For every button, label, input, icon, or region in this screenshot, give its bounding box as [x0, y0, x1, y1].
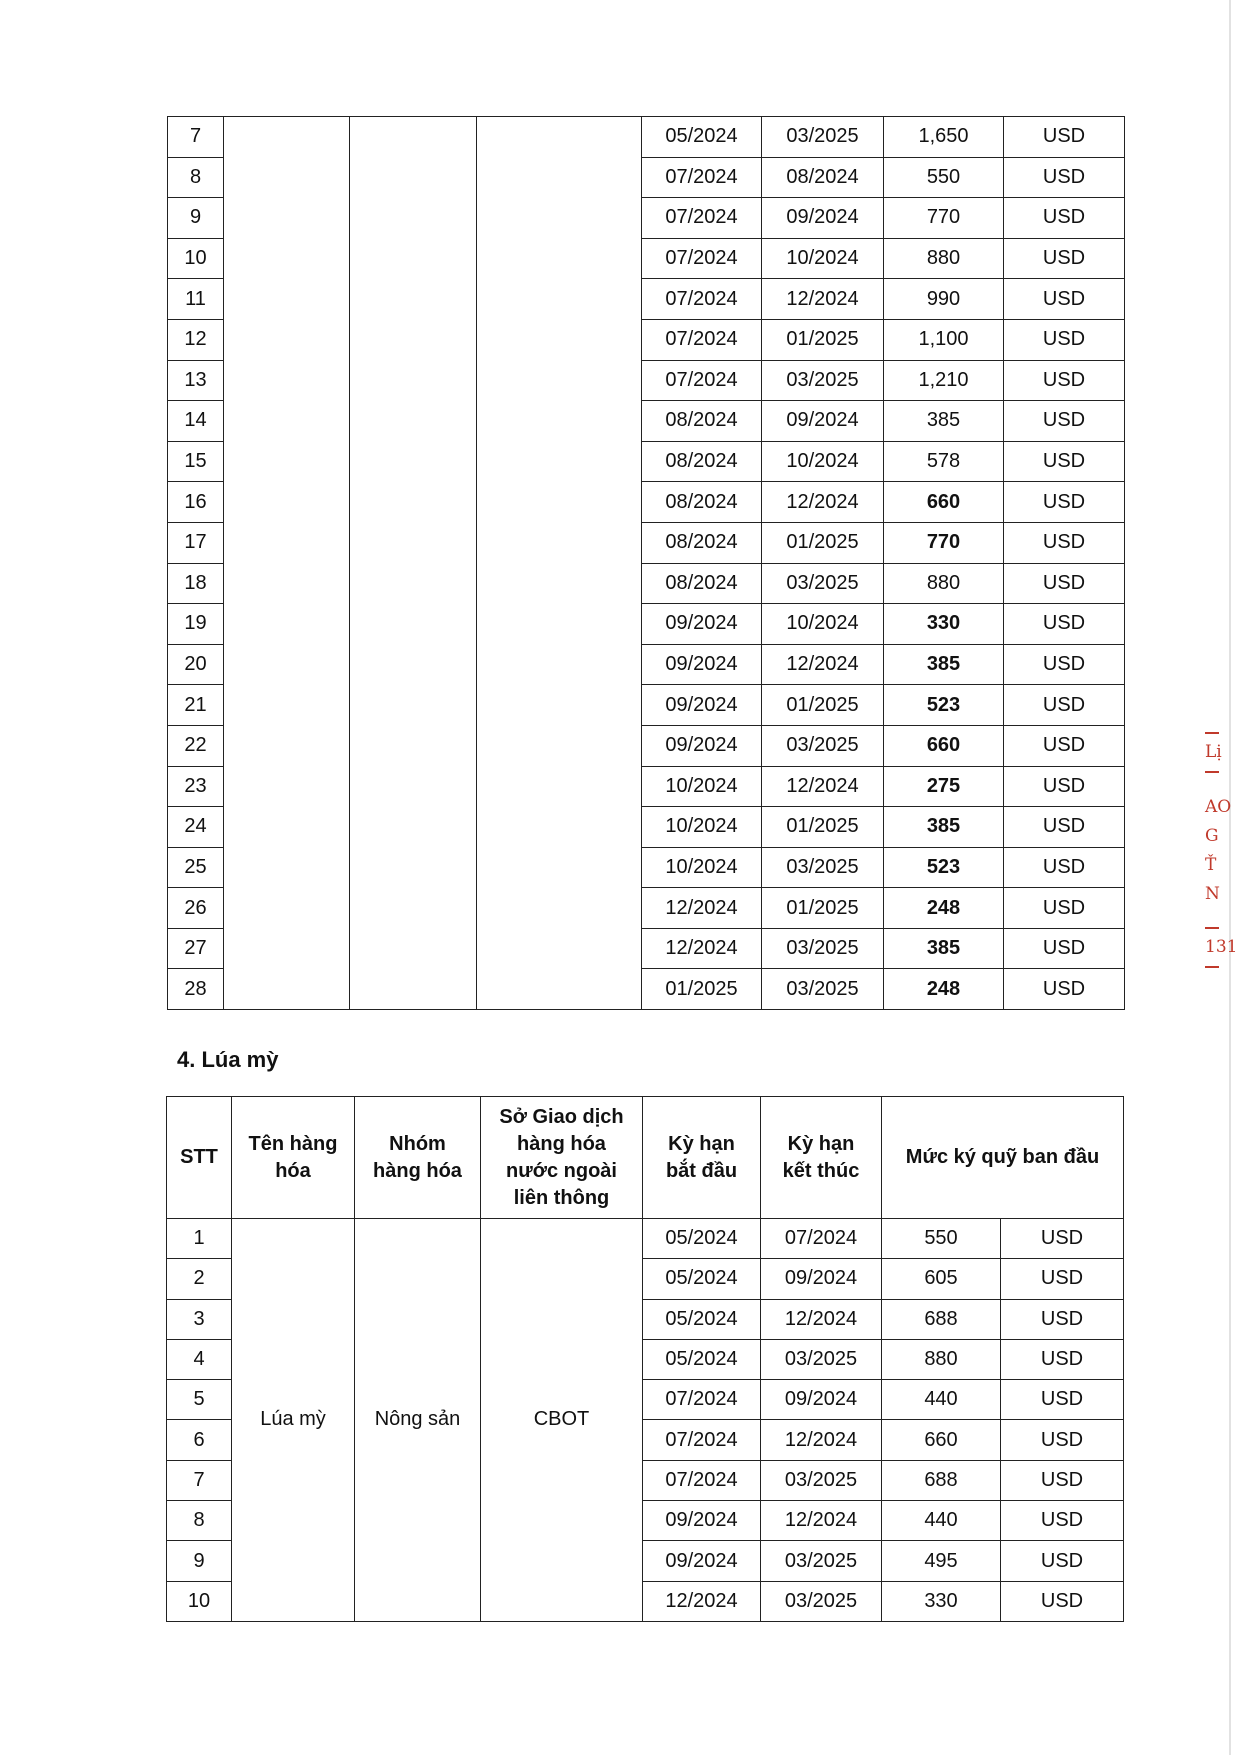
margin-amount-cell: 550: [884, 157, 1004, 198]
stamp-text: G: [1205, 826, 1219, 846]
margin-amount-cell: 880: [884, 563, 1004, 604]
currency-cell: USD: [1001, 1259, 1124, 1299]
start-term-cell: 07/2024: [642, 279, 762, 320]
end-term-cell: 03/2025: [762, 117, 884, 158]
end-term-cell: 12/2024: [762, 279, 884, 320]
end-term-cell: 10/2024: [762, 238, 884, 279]
margin-amount-cell: 385: [884, 928, 1004, 969]
currency-cell: USD: [1001, 1460, 1124, 1500]
header-text: nước ngoài: [506, 1159, 617, 1182]
start-term-cell: 12/2024: [642, 928, 762, 969]
stt-cell: 4: [167, 1339, 232, 1379]
margin-amount-cell: 330: [882, 1581, 1001, 1621]
header-initial-margin: Mức ký quỹ ban đầu: [882, 1097, 1124, 1219]
end-term-cell: 12/2024: [762, 482, 884, 523]
currency-cell: USD: [1004, 807, 1125, 848]
margin-table-continued: [167, 116, 1125, 1010]
commodity-group-cell: [350, 117, 477, 1010]
stt-cell: 13: [168, 360, 224, 401]
stt-cell: 25: [168, 847, 224, 888]
margin-amount-cell: 1,210: [884, 360, 1004, 401]
stt-cell: 7: [167, 1460, 232, 1500]
stt-cell: 11: [168, 279, 224, 320]
header-text: Kỳ hạn: [668, 1132, 735, 1155]
start-term-cell: 05/2024: [643, 1219, 761, 1259]
stt-cell: 7: [168, 117, 224, 158]
commodity-name-cell: [224, 117, 350, 1010]
margin-amount-cell: 880: [884, 238, 1004, 279]
header-end-term: [761, 1097, 882, 1219]
currency-cell: USD: [1004, 766, 1125, 807]
header-text: bắt đầu: [665, 1159, 738, 1182]
start-term-cell: 01/2025: [642, 969, 762, 1010]
margin-amount-cell: 660: [882, 1420, 1001, 1460]
end-term-cell: 03/2025: [762, 928, 884, 969]
header-exchange: [481, 1097, 643, 1219]
currency-cell: USD: [1004, 644, 1125, 685]
currency-cell: USD: [1004, 360, 1125, 401]
end-term-cell: 10/2024: [762, 604, 884, 645]
currency-cell: USD: [1004, 157, 1125, 198]
header-text: Nhóm: [389, 1132, 446, 1155]
currency-cell: USD: [1004, 117, 1125, 158]
stt-cell: 26: [168, 888, 224, 929]
stt-cell: 17: [168, 522, 224, 563]
end-term-cell: 09/2024: [762, 198, 884, 239]
currency-cell: USD: [1001, 1380, 1124, 1420]
currency-cell: USD: [1001, 1581, 1124, 1621]
start-term-cell: 05/2024: [642, 117, 762, 158]
start-term-cell: 05/2024: [643, 1259, 761, 1299]
currency-cell: USD: [1004, 604, 1125, 645]
margin-amount-cell: 990: [884, 279, 1004, 320]
header-commodity-group: [355, 1097, 481, 1219]
margin-amount-cell: 495: [882, 1541, 1001, 1581]
red-stamp-fragment: [1205, 728, 1238, 972]
stt-cell: 3: [167, 1299, 232, 1339]
currency-cell: USD: [1004, 847, 1125, 888]
start-term-cell: 08/2024: [642, 401, 762, 442]
start-term-cell: 12/2024: [642, 888, 762, 929]
start-term-cell: 05/2024: [643, 1299, 761, 1339]
stt-cell: 9: [167, 1541, 232, 1581]
margin-amount-cell: 688: [882, 1299, 1001, 1339]
end-term-cell: 10/2024: [762, 441, 884, 482]
currency-cell: USD: [1004, 238, 1125, 279]
margin-amount-cell: 660: [884, 482, 1004, 523]
stt-cell: 21: [168, 685, 224, 726]
start-term-cell: 09/2024: [642, 725, 762, 766]
end-term-cell: 01/2025: [762, 807, 884, 848]
end-term-cell: 03/2025: [761, 1339, 882, 1379]
margin-amount-cell: 1,100: [884, 319, 1004, 360]
end-term-cell: 03/2025: [762, 847, 884, 888]
margin-amount-cell: 770: [884, 522, 1004, 563]
stt-cell: 18: [168, 563, 224, 604]
stt-cell: 10: [168, 238, 224, 279]
margin-amount-cell: 275: [884, 766, 1004, 807]
end-term-cell: 03/2025: [761, 1581, 882, 1621]
header-text: hóa: [275, 1159, 311, 1182]
end-term-cell: 12/2024: [762, 766, 884, 807]
currency-cell: USD: [1001, 1541, 1124, 1581]
header-commodity-name: [232, 1097, 355, 1219]
end-term-cell: 09/2024: [761, 1259, 882, 1299]
currency-cell: USD: [1004, 685, 1125, 726]
end-term-cell: 07/2024: [761, 1219, 882, 1259]
header-text: Sở Giao dịch: [499, 1105, 624, 1128]
margin-amount-cell: 578: [884, 441, 1004, 482]
stt-cell: 22: [168, 725, 224, 766]
end-term-cell: 09/2024: [761, 1380, 882, 1420]
stt-cell: 8: [168, 157, 224, 198]
start-term-cell: 09/2024: [642, 604, 762, 645]
header-stt: STT: [167, 1097, 232, 1219]
start-term-cell: 08/2024: [642, 441, 762, 482]
margin-amount-cell: 1,650: [884, 117, 1004, 158]
margin-amount-cell: 440: [882, 1501, 1001, 1541]
currency-cell: USD: [1004, 441, 1125, 482]
stamp-text: 131: [1205, 937, 1238, 957]
margin-amount-cell: 385: [884, 644, 1004, 685]
stamp-text: AO: [1205, 797, 1232, 817]
stt-cell: 1: [167, 1219, 232, 1259]
currency-cell: USD: [1004, 725, 1125, 766]
margin-amount-cell: 688: [882, 1460, 1001, 1500]
stamp-bar: [1205, 966, 1219, 968]
end-term-cell: 01/2025: [762, 319, 884, 360]
margin-amount-cell: 880: [882, 1339, 1001, 1379]
end-term-cell: 01/2025: [762, 685, 884, 726]
commodity-name-cell: Lúa mỳ: [232, 1219, 355, 1622]
currency-cell: USD: [1001, 1219, 1124, 1259]
commodity-group-cell: Nông sản: [355, 1219, 481, 1622]
end-term-cell: 08/2024: [762, 157, 884, 198]
currency-cell: USD: [1004, 319, 1125, 360]
currency-cell: USD: [1001, 1339, 1124, 1379]
end-term-cell: 03/2025: [761, 1541, 882, 1581]
start-term-cell: 07/2024: [643, 1420, 761, 1460]
stt-cell: 16: [168, 482, 224, 523]
currency-cell: USD: [1004, 482, 1125, 523]
end-term-cell: 03/2025: [762, 563, 884, 604]
start-term-cell: 09/2024: [642, 685, 762, 726]
header-text: Tên hàng: [248, 1132, 338, 1155]
margin-amount-cell: 385: [884, 807, 1004, 848]
start-term-cell: 09/2024: [643, 1541, 761, 1581]
stt-cell: 19: [168, 604, 224, 645]
currency-cell: USD: [1001, 1299, 1124, 1339]
section-title: 4. Lúa mỳ: [177, 1047, 279, 1072]
header-start-term: [643, 1097, 761, 1219]
header-text: liên thông: [513, 1186, 610, 1209]
stt-cell: 28: [168, 969, 224, 1010]
margin-amount-cell: 523: [884, 847, 1004, 888]
exchange-cell: [477, 117, 642, 1010]
end-term-cell: 12/2024: [761, 1420, 882, 1460]
start-term-cell: 07/2024: [642, 157, 762, 198]
table-header-row: [167, 1097, 1124, 1219]
start-term-cell: 10/2024: [642, 847, 762, 888]
wheat-margin-table: [166, 1096, 1124, 1622]
start-term-cell: 05/2024: [643, 1339, 761, 1379]
margin-amount-cell: 770: [884, 198, 1004, 239]
margin-amount-cell: 523: [884, 685, 1004, 726]
end-term-cell: 01/2025: [762, 888, 884, 929]
header-text: hàng hóa: [517, 1132, 606, 1155]
start-term-cell: 09/2024: [643, 1501, 761, 1541]
start-term-cell: 08/2024: [642, 522, 762, 563]
start-term-cell: 07/2024: [643, 1460, 761, 1500]
start-term-cell: 07/2024: [642, 360, 762, 401]
margin-amount-cell: 248: [884, 969, 1004, 1010]
margin-amount-cell: 330: [884, 604, 1004, 645]
margin-amount-cell: 440: [882, 1380, 1001, 1420]
end-term-cell: 03/2025: [761, 1460, 882, 1500]
currency-cell: USD: [1004, 888, 1125, 929]
stt-cell: 12: [168, 319, 224, 360]
start-term-cell: 10/2024: [642, 766, 762, 807]
table-row: [168, 117, 1125, 158]
currency-cell: USD: [1004, 563, 1125, 604]
end-term-cell: 03/2025: [762, 725, 884, 766]
currency-cell: USD: [1004, 928, 1125, 969]
start-term-cell: 07/2024: [642, 238, 762, 279]
currency-cell: USD: [1004, 198, 1125, 239]
end-term-cell: 12/2024: [761, 1501, 882, 1541]
stt-cell: 27: [168, 928, 224, 969]
margin-amount-cell: 550: [882, 1219, 1001, 1259]
margin-amount-cell: 248: [884, 888, 1004, 929]
start-term-cell: 12/2024: [643, 1581, 761, 1621]
stt-cell: 23: [168, 766, 224, 807]
header-text: hàng hóa: [373, 1159, 462, 1182]
start-term-cell: 07/2024: [642, 198, 762, 239]
start-term-cell: 07/2024: [643, 1380, 761, 1420]
currency-cell: USD: [1004, 279, 1125, 320]
header-text: Kỳ hạn: [787, 1132, 855, 1155]
end-term-cell: 12/2024: [761, 1299, 882, 1339]
stt-cell: 24: [168, 807, 224, 848]
table-row: [167, 1219, 1124, 1259]
stamp-text: Lị: [1205, 742, 1222, 762]
stt-cell: 20: [168, 644, 224, 685]
header-text: kết thúc: [782, 1159, 860, 1182]
stt-cell: 10: [167, 1581, 232, 1621]
end-term-cell: 03/2025: [762, 969, 884, 1010]
exchange-cell: CBOT: [481, 1219, 643, 1622]
stt-cell: 8: [167, 1501, 232, 1541]
stamp-bar: [1205, 927, 1219, 929]
stt-cell: 2: [167, 1259, 232, 1299]
stamp-bar: [1205, 771, 1219, 773]
stt-cell: 9: [168, 198, 224, 239]
stt-cell: 15: [168, 441, 224, 482]
start-term-cell: 07/2024: [642, 319, 762, 360]
margin-amount-cell: 660: [884, 725, 1004, 766]
currency-cell: USD: [1001, 1420, 1124, 1460]
start-term-cell: 09/2024: [642, 644, 762, 685]
end-term-cell: 03/2025: [762, 360, 884, 401]
stt-cell: 6: [167, 1420, 232, 1460]
margin-amount-cell: 385: [884, 401, 1004, 442]
currency-cell: USD: [1004, 969, 1125, 1010]
end-term-cell: 09/2024: [762, 401, 884, 442]
currency-cell: USD: [1001, 1501, 1124, 1541]
stamp-text: Ť N: [1205, 855, 1220, 904]
stt-cell: 14: [168, 401, 224, 442]
currency-cell: USD: [1004, 401, 1125, 442]
start-term-cell: 08/2024: [642, 482, 762, 523]
stamp-bar: [1205, 732, 1219, 734]
end-term-cell: 01/2025: [762, 522, 884, 563]
margin-amount-cell: 605: [882, 1259, 1001, 1299]
start-term-cell: 08/2024: [642, 563, 762, 604]
start-term-cell: 10/2024: [642, 807, 762, 848]
end-term-cell: 12/2024: [762, 644, 884, 685]
stt-cell: 5: [167, 1380, 232, 1420]
currency-cell: USD: [1004, 522, 1125, 563]
